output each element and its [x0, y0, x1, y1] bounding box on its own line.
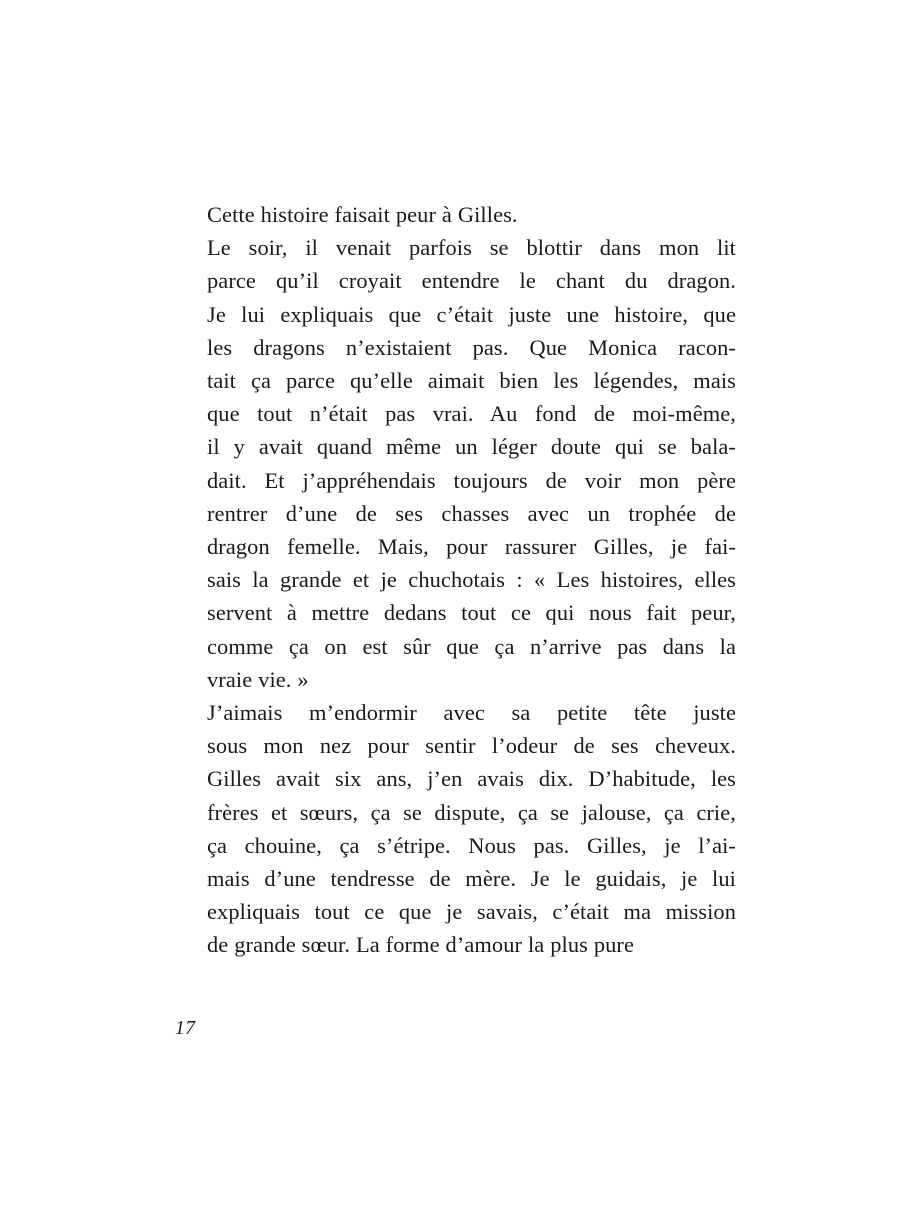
- paragraph-1: [175, 198, 736, 231]
- text-line: Le soir, il venait parfois se blottir dans mon lit: [207, 235, 736, 261]
- text-line: sais la grande et je chuchotais : « Les histoires, elles: [207, 567, 736, 593]
- page-text-block: [175, 198, 736, 962]
- text-line: mais d’une tendresse de mère. Je le guidais, je lui: [207, 866, 736, 892]
- text-line: servent à mettre dedans tout ce qui nous fait peur,: [207, 600, 736, 626]
- text-line: dragon femelle. Mais, pour rassurer Gilles, je fai-: [207, 534, 736, 560]
- text-line: Cette histoire faisait peur à Gilles.: [207, 202, 518, 227]
- text-line: tait ça parce qu’elle aimait bien les légendes, mais: [207, 368, 736, 394]
- paragraph-2: [175, 231, 736, 696]
- text-line: de grande sœur. La forme d’amour la plus pure: [207, 932, 635, 958]
- text-line: sous mon nez pour sentir l’odeur de ses cheveux.: [207, 733, 736, 759]
- text-line: rentrer d’une de ses chasses avec un trophée de: [207, 500, 736, 526]
- text-line: Je lui expliquais que c’était juste une histoire, que: [207, 301, 736, 327]
- text-line: les dragons n’existaient pas. Que Monica racon-: [207, 334, 736, 360]
- text-line: comme ça on est sûr que ça n’arrive pas dans la: [207, 633, 736, 659]
- text-line: parce qu’il croyait entendre le chant du dragon.: [207, 268, 736, 294]
- text-line: vraie vie. »: [207, 666, 309, 692]
- text-line: J’aimais m’endormir avec sa petite tête juste: [207, 700, 736, 726]
- text-line: Gilles avait six ans, j’en avais dix. D’habitude, les: [207, 766, 736, 792]
- text-line: que tout n’était pas vrai. Au fond de moi-même,: [207, 401, 736, 427]
- text-line: ça chouine, ça s’étripe. Nous pas. Gilles, je l’ai-: [207, 832, 736, 858]
- paragraph-3: [175, 696, 736, 962]
- text-line: dait. Et j’appréhendais toujours de voir mon père: [207, 467, 736, 493]
- page-number: 17: [175, 1018, 196, 1039]
- text-line: expliquais tout ce que je savais, c’était ma mission: [207, 899, 736, 925]
- text-line: frères et sœurs, ça se dispute, ça se jalouse, ça crie,: [207, 799, 736, 825]
- text-line: il y avait quand même un léger doute qui se bala-: [207, 434, 736, 460]
